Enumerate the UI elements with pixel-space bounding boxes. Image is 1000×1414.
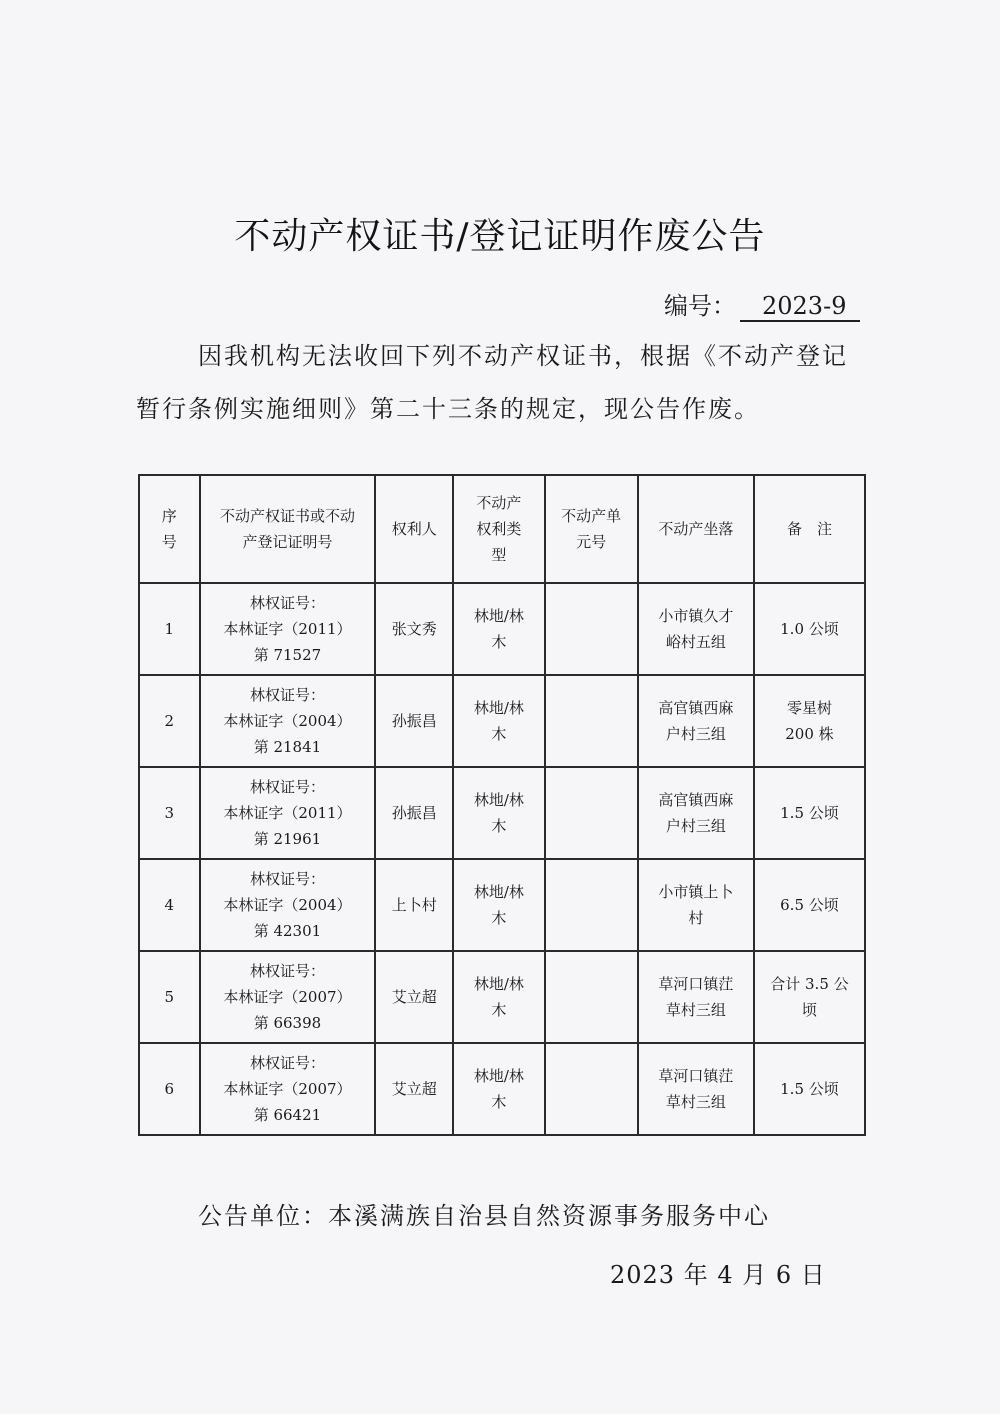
cell-cert: 林权证号： 本林证字（2007） 第 66398 — [200, 951, 376, 1043]
header-type: 不动产 权利类 型 — [453, 475, 544, 583]
cell-unit — [545, 859, 638, 951]
document-number — [664, 286, 860, 322]
header-note: 备 注 — [754, 475, 865, 583]
page-title: 不动产权证书/登记证明作废公告 — [234, 216, 766, 257]
cell-owner: 孙振昌 — [375, 767, 453, 859]
table-row — [139, 583, 865, 675]
cell-cert: 林权证号： 本林证字（2007） 第 66421 — [200, 1043, 376, 1135]
cell-unit — [545, 1043, 638, 1135]
cell-type: 林地/林 木 — [453, 675, 544, 767]
cell-owner: 上卜村 — [375, 859, 453, 951]
cell-unit — [545, 951, 638, 1043]
cell-note: 零星树 200 株 — [754, 675, 865, 767]
cell-type: 林地/林 木 — [453, 583, 544, 675]
cell-owner: 张文秀 — [375, 583, 453, 675]
cell-seq: 1 — [139, 583, 200, 675]
cell-unit — [545, 675, 638, 767]
issue-date: 2023 年 4 月 6 日 — [610, 1261, 826, 1289]
cell-seq: 2 — [139, 675, 200, 767]
cell-location: 小市镇上卜 村 — [638, 859, 754, 951]
cell-note: 1.5 公顷 — [754, 1043, 865, 1135]
cell-owner: 艾立超 — [375, 1043, 453, 1135]
table-row — [139, 1043, 865, 1135]
cell-type: 林地/林 木 — [453, 951, 544, 1043]
intro-paragraph: 因我机构无法收回下列不动产权证书，根据《不动产登记暂行条例实施细则》第二十三条的规定，现公告作废。 — [136, 342, 848, 423]
cell-cert: 林权证号： 本林证字（2004） 第 42301 — [200, 859, 376, 951]
cell-seq: 3 — [139, 767, 200, 859]
cell-unit — [545, 767, 638, 859]
cell-owner: 孙振昌 — [375, 675, 453, 767]
cell-cert: 林权证号： 本林证字（2011） 第 21961 — [200, 767, 376, 859]
cell-seq: 4 — [139, 859, 200, 951]
cell-unit — [545, 583, 638, 675]
cell-location: 高官镇西麻 户村三组 — [638, 767, 754, 859]
header-cert: 不动产权证书或不动 产登记证明号 — [200, 475, 376, 583]
cell-owner: 艾立超 — [375, 951, 453, 1043]
void-certificates-table — [138, 474, 866, 1136]
cell-note: 6.5 公顷 — [754, 859, 865, 951]
cell-seq: 5 — [139, 951, 200, 1043]
table-row — [139, 859, 865, 951]
issuing-unit: 公告单位：本溪满族自治县自然资源事务服务中心 — [198, 1202, 770, 1230]
cell-type: 林地/林 木 — [453, 767, 544, 859]
header-owner: 权利人 — [375, 475, 453, 583]
table-row — [139, 675, 865, 767]
cell-type: 林地/林 木 — [453, 1043, 544, 1135]
table-row — [139, 767, 865, 859]
cell-cert: 林权证号： 本林证字（2004） 第 21841 — [200, 675, 376, 767]
cell-note: 1.0 公顷 — [754, 583, 865, 675]
document-number-value: 2023-9 — [740, 292, 860, 322]
table-header-row — [139, 475, 865, 583]
cell-note: 合计 3.5 公 顷 — [754, 951, 865, 1043]
document-number-label: 编号： — [664, 292, 736, 320]
cell-location: 草河口镇茳 草村三组 — [638, 951, 754, 1043]
header-location: 不动产坐落 — [638, 475, 754, 583]
cell-type: 林地/林 木 — [453, 859, 544, 951]
header-unit: 不动产单 元号 — [545, 475, 638, 583]
cell-cert: 林权证号： 本林证字（2011） 第 71527 — [200, 583, 376, 675]
cell-seq: 6 — [139, 1043, 200, 1135]
cell-location: 高官镇西麻 户村三组 — [638, 675, 754, 767]
cell-note: 1.5 公顷 — [754, 767, 865, 859]
cell-location: 小市镇久才 峪村五组 — [638, 583, 754, 675]
header-seq: 序 号 — [139, 475, 200, 583]
cell-location: 草河口镇茳 草村三组 — [638, 1043, 754, 1135]
table-row — [139, 951, 865, 1043]
